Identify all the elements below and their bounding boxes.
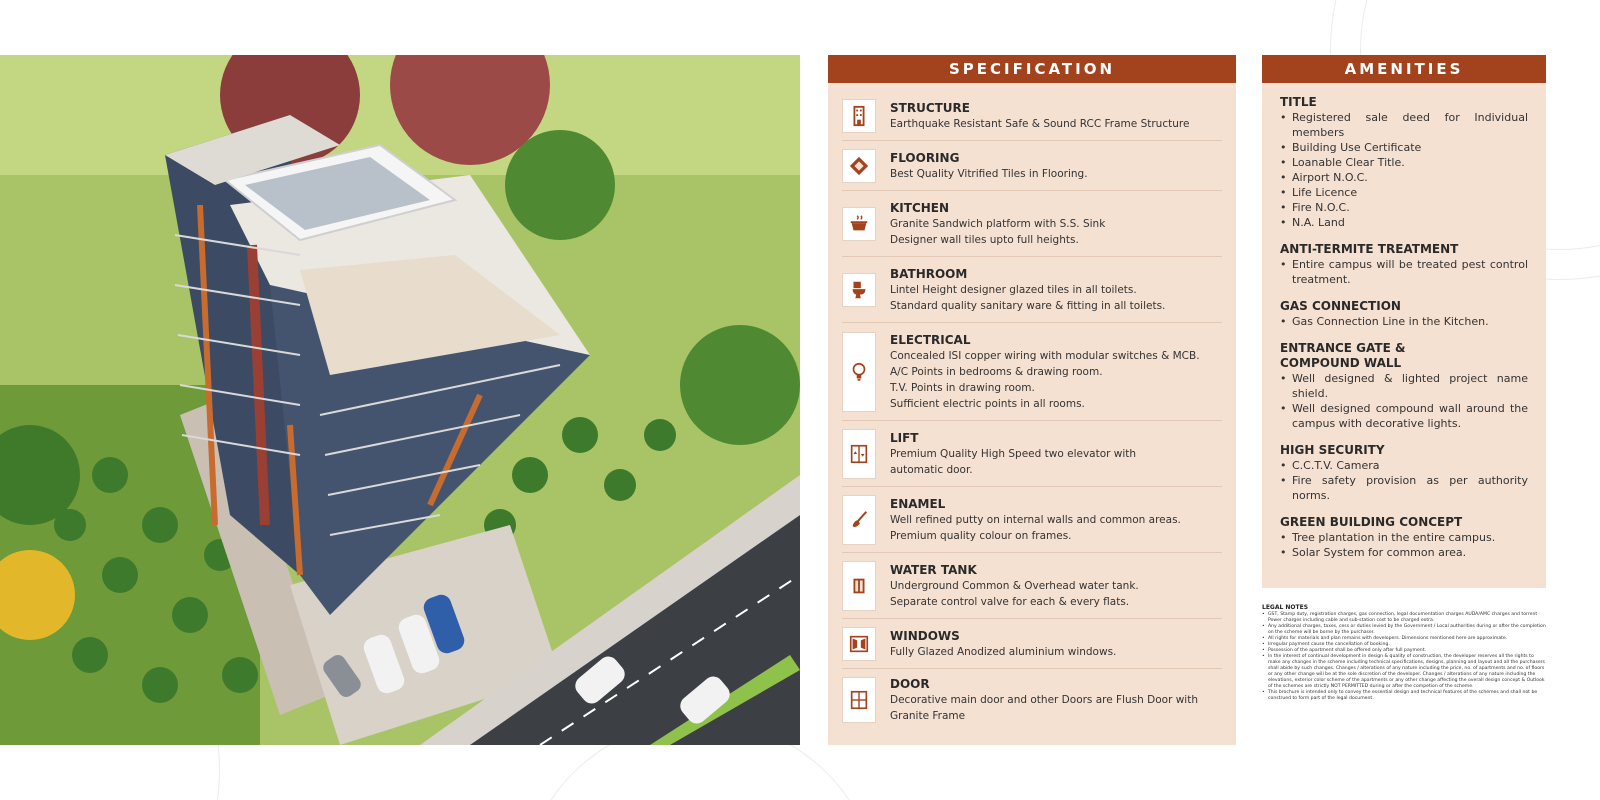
bulb-icon [842, 332, 876, 412]
spec-item-structure [842, 91, 1222, 141]
spec-item-water-tank [842, 553, 1222, 619]
amenity-item: • N.A. Land [1280, 215, 1528, 230]
spec-item-bathroom [842, 257, 1222, 323]
amenity-item: • Well designed & lighted project name shield. [1280, 371, 1528, 401]
spec-line: Concealed ISI copper wiring with modular switches & MCB. [890, 349, 1200, 362]
amenity-section-heading: ANTI-TERMITE TREATMENT [1280, 242, 1459, 256]
elevator-icon [842, 429, 876, 479]
amenity-item: • Tree plantation in the entire campus. [1280, 530, 1528, 545]
spec-item-electrical [842, 323, 1222, 421]
amenity-item: • Fire N.O.C. [1280, 200, 1528, 215]
spec-line: Decorative main door and other Doors are Flush Door with [890, 694, 1198, 706]
spec-title: ELECTRICAL [890, 332, 971, 347]
spec-line: Standard quality sanitary ware & fitting in all toilets. [890, 299, 1166, 312]
spec-line: Well refined putty on internal walls and common areas. [890, 513, 1181, 526]
toilet-icon [842, 273, 876, 307]
spec-item-windows [842, 619, 1222, 669]
spec-line: Earthquake Resistant Safe & Sound RCC Frame Structure [890, 117, 1190, 130]
spec-line: automatic door. [890, 463, 973, 476]
spec-item-enamel [842, 487, 1222, 553]
spec-item-door [842, 669, 1222, 731]
amenity-section-title [1280, 95, 1528, 230]
amenity-item: • Gas Connection Line in the Kitchen. [1280, 314, 1528, 329]
spec-title: WINDOWS [890, 628, 960, 643]
spec-item-lift [842, 421, 1222, 487]
spec-title: ENAMEL [890, 496, 946, 511]
spec-item-kitchen [842, 191, 1222, 257]
door-icon [842, 677, 876, 723]
cooking-pot-icon [842, 207, 876, 241]
spec-item-flooring [842, 141, 1222, 191]
amenity-section-heading: GAS CONNECTION [1280, 299, 1401, 313]
specification-panel [828, 55, 1236, 745]
amenity-section-heading: HIGH SECURITY [1280, 443, 1385, 457]
spec-line: Best Quality Vitrified Tiles in Flooring. [890, 167, 1088, 180]
water-tank-icon [842, 561, 876, 611]
legal-note: • Irregular payment cause the cancellation of booking. [1262, 642, 1546, 648]
legal-notes [1262, 604, 1546, 702]
legal-note: • In the interest of continual development in design & quality of construction, the developer reserves all the rights to make any changes in the scheme including technical specifications, designs, planning and layout and all the purchasers shall abide by such changes. Changes / alterations of any nature including the price, no. of apartments and no. of floors or any other change will be at the sole discretion of the developer. Changes / alterations of any nature including the elevations, exterior color scheme of the apartments or any other change affecting the overall design concept & Outlook of the schemes are strictly NOT PERMITTED during or after the competion of the scheme. [1262, 654, 1546, 690]
paint-brush-icon [842, 495, 876, 545]
spec-title: LIFT [890, 430, 919, 445]
amenity-section-entrance [1280, 341, 1528, 431]
spec-line: Fully Glazed Anodized aluminium windows. [890, 645, 1117, 658]
tiles-icon [842, 149, 876, 183]
amenity-item: • Solar System for common area. [1280, 545, 1528, 560]
legal-note: • All rights for materials and plan remains with developers. Dimensions mentioned here are approximate. [1262, 636, 1546, 642]
spec-line: Designer wall tiles upto full heights. [890, 233, 1079, 246]
amenity-section-security [1280, 443, 1528, 503]
amenity-item: • Building Use Certificate [1280, 140, 1528, 155]
spec-line: Granite Sandwich platform with S.S. Sink [890, 217, 1106, 230]
spec-line: Premium quality colour on frames. [890, 529, 1072, 542]
spec-line: Granite Frame [890, 710, 966, 722]
amenity-item: • C.C.T.V. Camera [1280, 458, 1528, 473]
legal-note: • This brochure is intended only to convey the essential design and technical features of the schemes and shall not be construed to form part of the legal document. [1262, 690, 1546, 702]
amenity-item: • Registered sale deed for Individual members [1280, 110, 1528, 140]
amenity-section-heading: ENTRANCE GATE & COMPOUND WALL [1280, 341, 1406, 370]
spec-line: A/C Points in bedrooms & drawing room. [890, 365, 1103, 378]
amenity-section-anti-termite [1280, 242, 1528, 287]
spec-line: Lintel Height designer glazed tiles in all toilets. [890, 283, 1137, 296]
amenity-item: • Well designed compound wall around the campus with decorative lights. [1280, 401, 1528, 431]
spec-title: BATHROOM [890, 266, 968, 281]
spec-title: WATER TANK [890, 562, 977, 577]
spec-line: Premium Quality High Speed two elevator with [890, 447, 1137, 460]
specification-list [828, 83, 1236, 731]
amenities-header: AMENITIES [1262, 55, 1546, 83]
building-render [0, 55, 800, 745]
legal-note: • GST, Stamp duty, registration charges, gas connection, legal documentation charges AUDA/AMC charges and torrent Power charges including cable and sub-station cost to be charged extra. [1262, 612, 1546, 624]
amenities-panel [1262, 55, 1546, 588]
spec-title: STRUCTURE [890, 100, 970, 115]
amenity-item: • Life Licence [1280, 185, 1528, 200]
legal-note: • Possession of the apartment shall be offered only after full payment. [1262, 648, 1546, 654]
specification-header: SPECIFICATION [828, 55, 1236, 83]
spec-line: Underground Common & Overhead water tank. [890, 579, 1139, 592]
building-icon [842, 99, 876, 133]
window-icon [842, 627, 876, 661]
amenity-section-green [1280, 515, 1528, 560]
building-render-illustration [0, 55, 800, 745]
legal-note: • Any additional charges, taxes, cess or duties levied by the Government / Local authorities during or after the completion on the scheme will be borne by the purchaser. [1262, 624, 1546, 636]
spec-title: DOOR [890, 677, 930, 691]
amenity-item: • Fire safety provision as per authority norms. [1280, 473, 1528, 503]
amenity-item: • Loanable Clear Title. [1280, 155, 1528, 170]
spec-line: Sufficient electric points in all rooms. [890, 397, 1085, 410]
amenity-section-heading: GREEN BUILDING CONCEPT [1280, 515, 1463, 529]
amenity-item: • Entire campus will be treated pest control treatment. [1280, 257, 1528, 287]
spec-line: Separate control valve for each & every flats. [890, 595, 1130, 608]
spec-title: FLOORING [890, 150, 960, 165]
amenity-section-gas [1280, 299, 1528, 329]
spec-line: T.V. Points in drawing room. [890, 381, 1035, 394]
legal-notes-title: LEGAL NOTES [1262, 604, 1309, 611]
amenity-item: • Airport N.O.C. [1280, 170, 1528, 185]
spec-title: KITCHEN [890, 200, 950, 215]
amenity-section-heading: TITLE [1280, 95, 1317, 109]
